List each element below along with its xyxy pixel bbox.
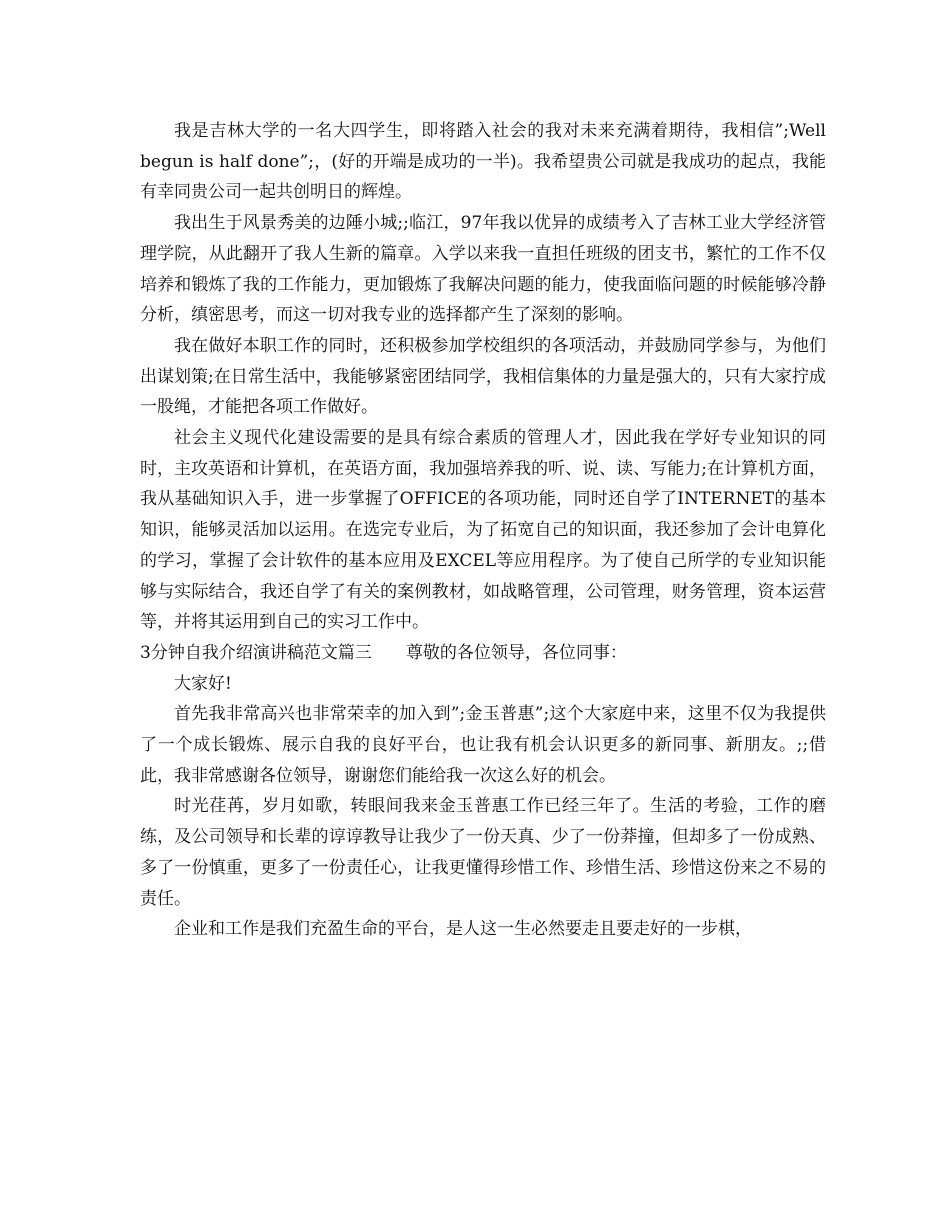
paragraph-background: 我出生于风景秀美的边陲小城;;临江，97年我以优异的成绩考入了吉林工业大学经济管理学院，从此翻开了我人生新的篇章。入学以来我一直担任班级的团支书，繁忙的工作不仅培养和锻炼了我的工作能力，更加锻炼了我解决问题的能力，使我面临问题的时候能够冷静分析，缜密思考，而这一切对我专业的选择都产生了深刻的影响。: [140, 213, 826, 326]
paragraph-greeting: 大家好!: [174, 673, 232, 694]
section-heading: 3分钟自我介绍演讲稿范文篇三 尊敬的各位领导，各位同事：: [140, 642, 627, 663]
paragraph-experience: 时光荏苒，岁月如歌，转眼间我来金玉普惠工作已经三年了。生活的考验，工作的磨练，及公司领导和长辈的谆谆教导让我少了一份天真、少了一份莽撞，但却多了一份成熟、多了一份慎重，更多了一份责任心，让我更懂得珍惜工作、珍惜生活、珍惜这份来之不易的责任。: [140, 796, 826, 909]
document-body: [140, 116, 826, 945]
paragraph-joining: 首先我非常高兴也非常荣幸的加入到”;金玉普惠”;这个大家庭中来，这里不仅为我提供了一个成长锻炼、展示自我的良好平台，也让我有机会认识更多的新同事、新朋友。;;借此，我非常感谢各位领导，谢谢您们能给我一次这么好的机会。: [140, 704, 826, 786]
paragraph-intro: 我是吉林大学的一名大四学生，即将踏入社会的我对未来充满着期待，我相信”;Well begun is half done”;，(好的开端是成功的一半)。我希望贵公司就是我成功的起点，我能有幸同贵公司一起共创明日的辉煌。: [140, 121, 826, 203]
paragraph-enterprise: 企业和工作是我们充盈生命的平台，是人这一生必然要走且要走好的一步棋，: [174, 919, 752, 940]
paragraph-activities: 我在做好本职工作的同时，还积极参加学校组织的各项活动，并鼓励同学参与，为他们出谋划策;在日常生活中，我能够紧密团结同学，我相信集体的力量是强大的，只有大家拧成一股绳，才能把各项工作做好。: [140, 335, 826, 418]
paragraph-skills: 社会主义现代化建设需要的是具有综合素质的管理人才，因此我在学好专业知识的同时，主攻英语和计算机，在英语方面，我加强培养我的听、说、读、写能力;在计算机方面，我从基础知识入手，进一步掌握了OFFICE的各项功能，同时还自学了INTERNET的基本知识，能够灵活加以运用。在选完专业后，为了拓宽自己的知识面，我还参加了会计电算化的学习，掌握了会计软件的基本应用及EXCEL等应用程序。为了使自己所学的专业知识能够与实际结合，我还自学了有关的案例教材，如战略管理，公司管理，财务管理，资本运营等，并将其运用到自己的实习工作中。: [140, 428, 826, 633]
